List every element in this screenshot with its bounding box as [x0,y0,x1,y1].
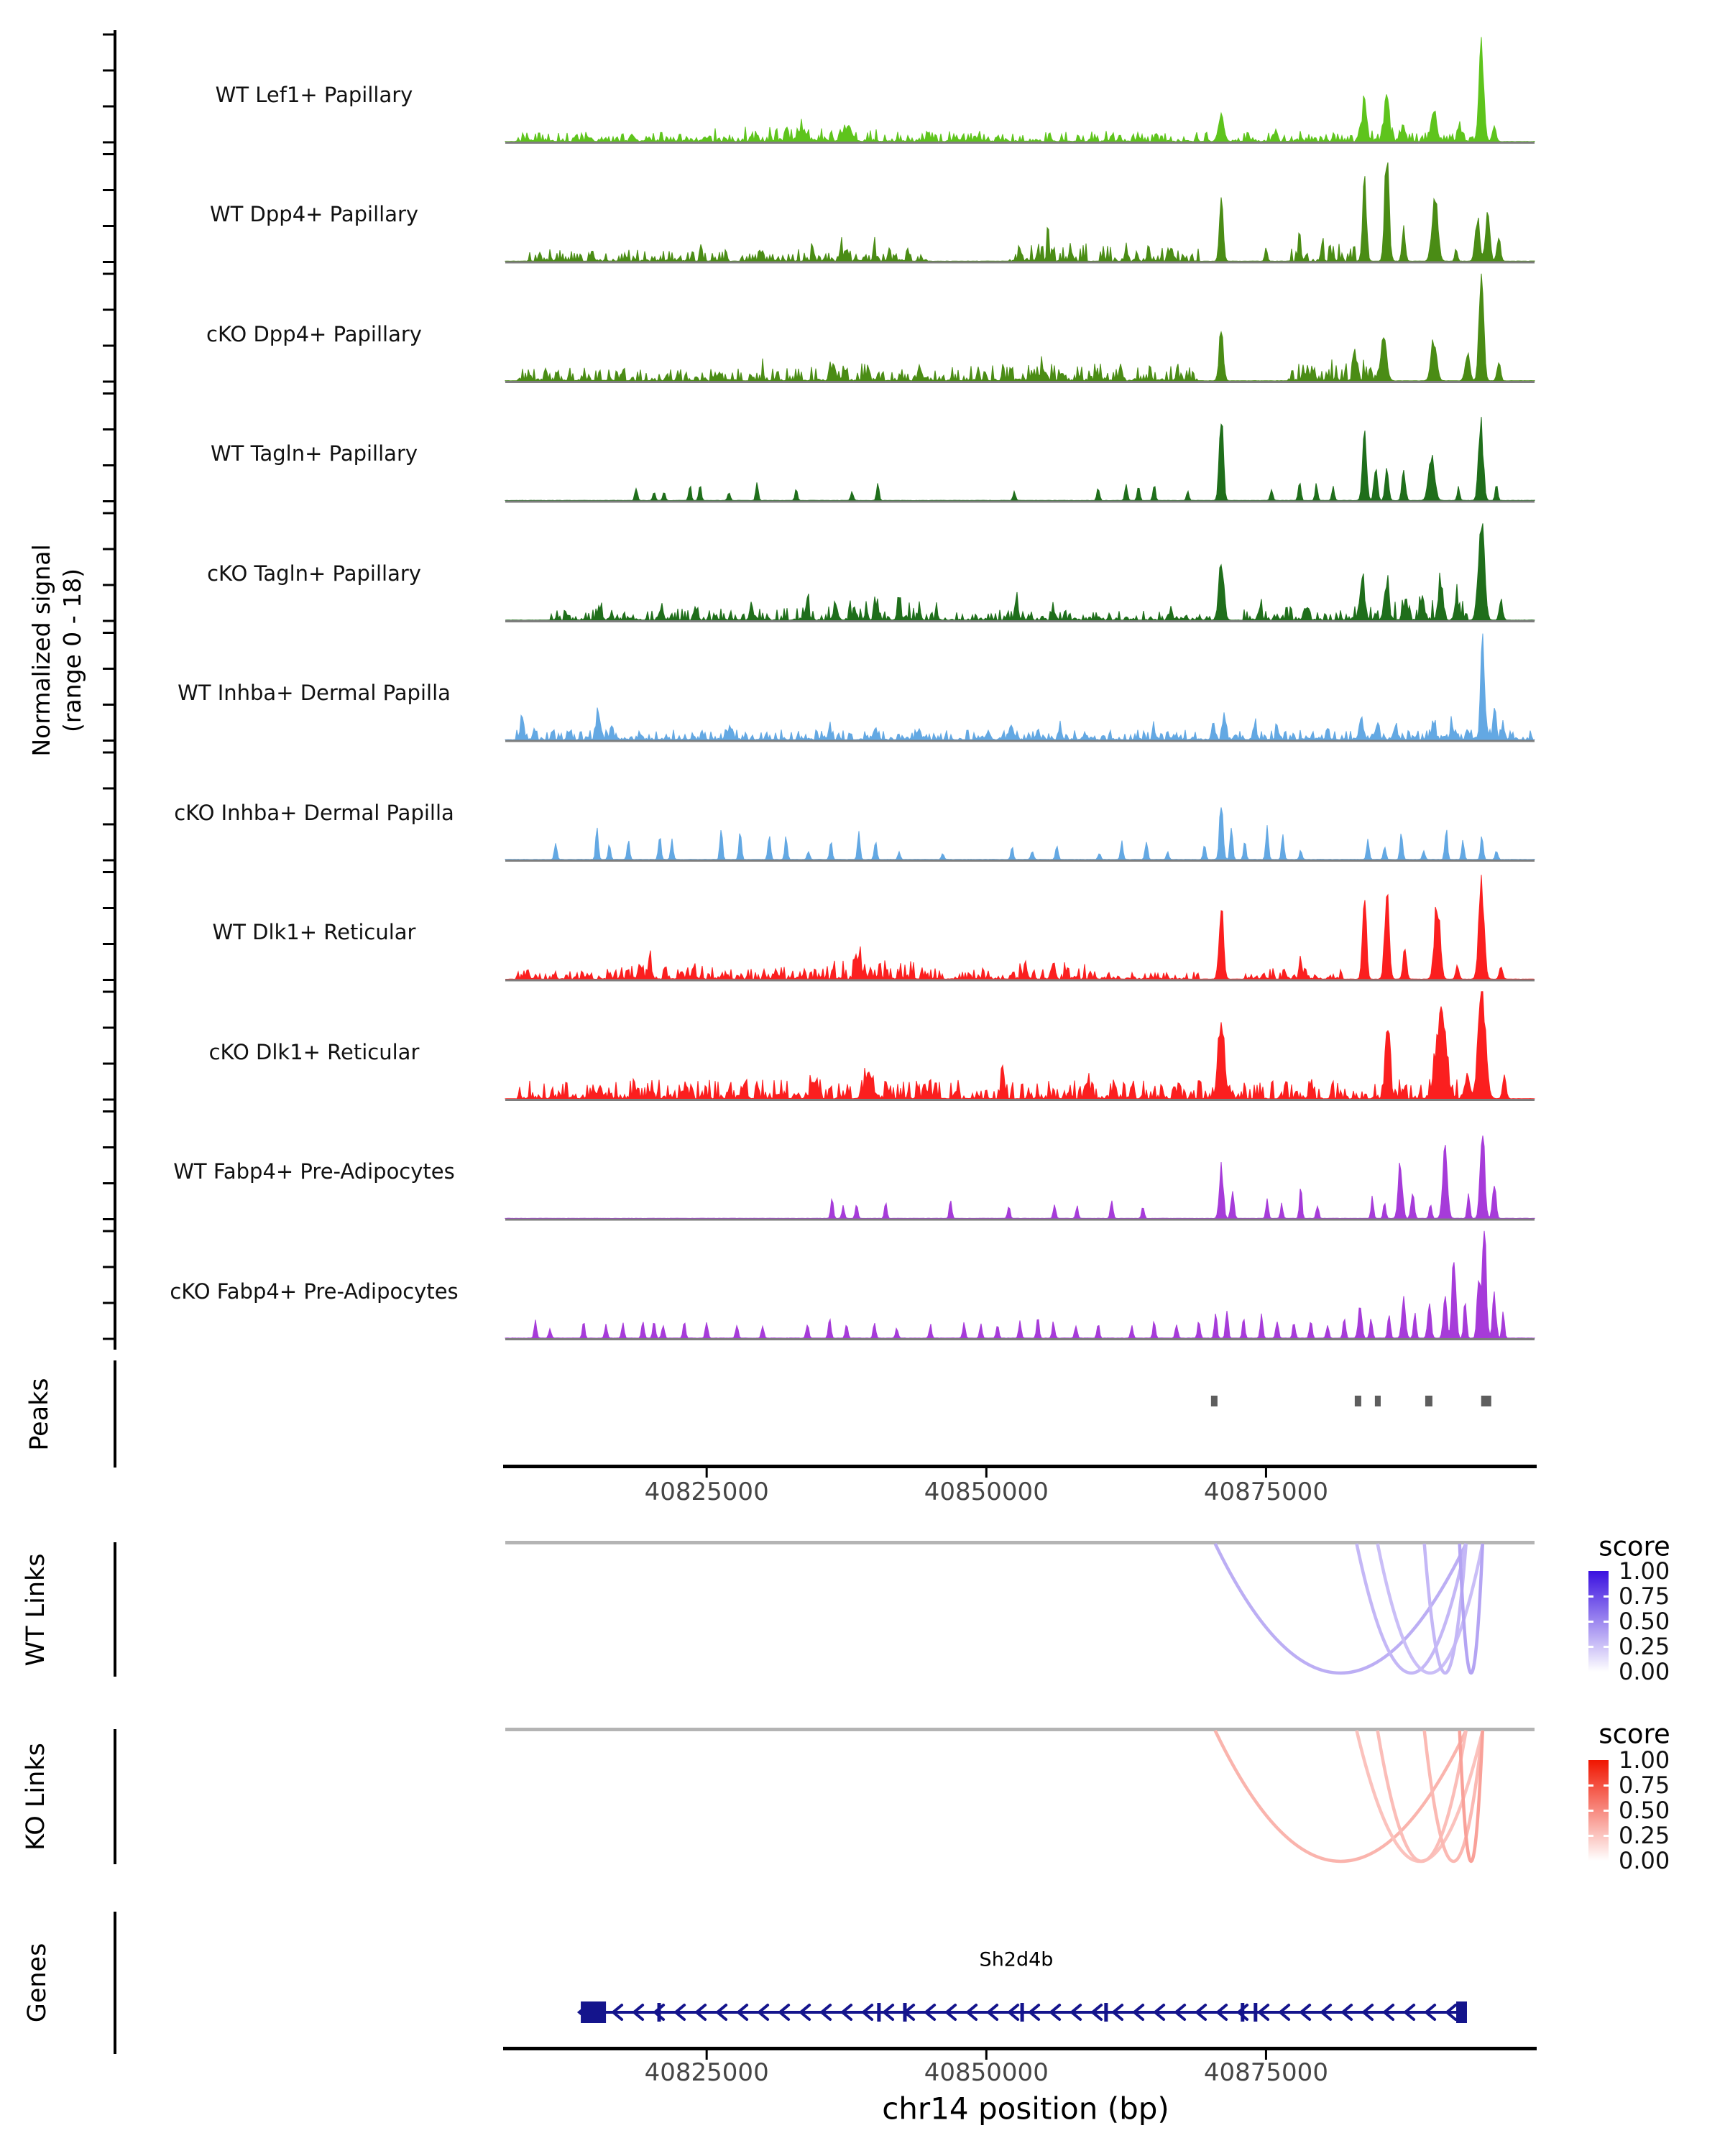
legend-colorbar-notch [1604,1646,1609,1648]
signal-track-area [505,634,1535,740]
gene-exon-tick [658,2003,661,2022]
y-axis-tick [103,1027,114,1029]
y-axis-tick [103,1230,114,1233]
y-axis-tick [103,345,114,347]
signal-track-area [505,162,1535,261]
signal-track-baseline [505,980,1535,982]
signal-track-baseline [505,381,1535,383]
link-arc [1215,1544,1466,1673]
gene-exon-tick [903,2003,906,2022]
y-axis-tick [103,273,114,275]
signal-track-baseline [505,860,1535,862]
section-label-wt-links: WT Links [22,1553,50,1667]
section-label-peaks: Peaks [25,1378,54,1451]
track-label-wt-fabp4: WT Fabp4+ Pre-Adipocytes [173,1159,455,1184]
ko-legend-tick-025: 0.25 [1619,1822,1670,1849]
genes-section-axis [114,1912,116,2054]
signal-track-area [505,523,1535,620]
track-label-wt-dlk1: WT Dlk1+ Reticular [212,920,416,944]
y-axis-tick [103,261,114,263]
x-axis-line [503,2047,1537,2050]
wt-links-legend-colorbar [1588,1571,1609,1672]
y-axis-tick [103,584,114,586]
gene-exon-tick [877,2003,880,2022]
gene-exon-tick [1254,2003,1257,2022]
y-axis-tick [103,1146,114,1148]
y-axis-tick [103,142,114,144]
y-axis-tick [103,991,114,993]
wt-legend-tick-075: 0.75 [1619,1583,1670,1610]
gene-name-label: Sh2d4b [979,1948,1054,1971]
links-top-line [505,1728,1535,1731]
links-section-axis [114,1729,116,1864]
wt-legend-tick-000: 0.00 [1619,1658,1670,1685]
y-axis-tick [103,512,114,515]
peak-interval-mark [1375,1396,1381,1406]
y-axis-tick [103,500,114,502]
gene-exon-tick [1104,2003,1108,2022]
y-axis-tick [103,668,114,670]
y-axis-tick [103,34,114,36]
signal-track-baseline [505,740,1535,742]
y-axis-tick [103,1266,114,1268]
y-axis-tick [103,860,114,862]
x-tick-label: 40850000 [924,2058,1049,2087]
wt-legend-tick-050: 0.50 [1619,1608,1670,1635]
signal-track-baseline [505,620,1535,622]
y-axis-tick [103,632,114,634]
y-axis-tick [103,309,114,311]
section-label-ko-links: KO Links [22,1743,50,1851]
y-axis-tick [103,620,114,622]
link-arc [1215,1731,1466,1861]
signal-track-baseline [505,501,1535,503]
signal-track-baseline [505,262,1535,264]
signal-track-area [505,274,1535,381]
legend-colorbar-notch [1588,1621,1593,1623]
signal-track-baseline [505,1338,1535,1340]
y-axis-tick [103,1063,114,1065]
ko-links-legend-colorbar [1588,1760,1609,1861]
legend-colorbar-notch [1604,1835,1609,1837]
legend-colorbar-notch [1604,1810,1609,1812]
ko-legend-tick-075: 0.75 [1619,1772,1670,1799]
peak-interval-mark [1425,1396,1432,1406]
y-axis-tick [103,70,114,72]
track-label-cko-dpp4: cKO Dpp4+ Papillary [206,322,422,346]
signal-track-area [505,37,1535,142]
x-tick-label: 40825000 [644,1478,769,1506]
y-axis-tick [103,106,114,108]
y-axis-tick [103,1099,114,1101]
track-label-cko-tagln: cKO Tagln+ Papillary [207,561,421,586]
y-axis-tick [103,788,114,790]
signal-track-area [505,417,1535,500]
y-axis-tick [103,824,114,826]
ko-links-legend-title: score [1598,1718,1670,1750]
track-label-wt-lef1: WT Lef1+ Papillary [215,83,413,107]
x-tick-label: 40875000 [1203,1478,1328,1506]
x-axis-line [503,1465,1537,1468]
track-label-wt-dpp4: WT Dpp4+ Papillary [209,202,419,226]
x-tick-label: 40875000 [1203,2058,1328,2087]
wt-legend-tick-025: 0.25 [1619,1633,1670,1660]
signal-track-area [505,1231,1535,1338]
y-axis-tick [103,1110,114,1112]
ko-legend-tick-000: 0.00 [1619,1847,1670,1874]
peak-interval-mark [1481,1396,1491,1406]
x-axis-title: chr14 position (bp) [882,2091,1169,2127]
section-label-genes: Genes [23,1943,52,2023]
signal-y-axis-line [114,30,116,1350]
gene-exon-tick [1021,2003,1024,2022]
y-axis-tick [103,979,114,981]
legend-colorbar-notch [1604,1784,1609,1787]
legend-colorbar-notch [1588,1810,1593,1812]
signal-track-area [505,808,1535,860]
track-label-cko-dlk1: cKO Dlk1+ Reticular [208,1040,420,1064]
x-tick-label: 40850000 [924,1478,1049,1506]
y-axis-tick [103,740,114,742]
legend-colorbar-notch [1588,1835,1593,1837]
legend-colorbar-notch [1604,1621,1609,1623]
peak-interval-mark [1211,1396,1218,1406]
x-tick-label: 40825000 [644,2058,769,2087]
y-axis-tick [103,871,114,873]
peaks-section-axis [114,1360,116,1468]
y-axis-tick [103,464,114,466]
track-label-wt-tagln: WT Tagln+ Papillary [210,441,418,466]
signal-track-area [505,992,1535,1099]
signal-track-area [505,1135,1535,1218]
y-axis-tick [103,548,114,550]
y-axis-tick [103,225,114,227]
y-axis-tick [103,704,114,706]
y-axis-tick [103,1338,114,1340]
signal-track-baseline [505,1219,1535,1221]
ko-legend-tick-050: 0.50 [1619,1797,1670,1824]
y-axis-label [27,544,88,756]
track-label-wt-inhba: WT Inhba+ Dermal Papilla [178,681,451,705]
x-axis-tick [985,1468,988,1478]
ko-legend-tick-100: 1.00 [1619,1746,1670,1774]
wt-links-legend-title: score [1598,1531,1670,1562]
gene-exon-tick [1241,2003,1244,2022]
y-axis-tick [103,381,114,383]
y-axis-tick [103,392,114,395]
gene-utr-exon-box [581,2001,606,2023]
y-axis-tick [103,1218,114,1220]
y-axis-tick [103,189,114,191]
legend-colorbar-notch [1604,1595,1609,1598]
signal-track-baseline [505,142,1535,144]
track-label-cko-fabp4: cKO Fabp4+ Pre-Adipocytes [170,1279,459,1304]
y-axis-tick [103,752,114,754]
y-axis-tick [103,153,114,155]
signal-track-baseline [505,1099,1535,1101]
track-label-cko-inhba: cKO Inhba+ Dermal Papilla [174,801,454,825]
y-axis-tick [103,907,114,909]
legend-colorbar-notch [1588,1595,1593,1598]
y-axis-tick [103,1182,114,1184]
gene-tss-exon-box [1456,2001,1467,2023]
legend-colorbar-notch [1588,1646,1593,1648]
links-section-axis [114,1542,116,1677]
peak-interval-mark [1355,1396,1361,1406]
x-axis-tick [1265,1468,1267,1478]
x-axis-tick [706,1468,708,1478]
y-axis-tick [103,428,114,430]
legend-colorbar-notch [1588,1784,1593,1787]
signal-track-area [505,875,1535,979]
y-axis-tick [103,943,114,945]
y-axis-label-line2: (range 0 - 18) [58,568,86,733]
links-top-line [505,1541,1535,1544]
wt-legend-tick-100: 1.00 [1619,1557,1670,1585]
y-axis-label-line1: Normalized signal [27,544,56,757]
y-axis-tick [103,1302,114,1304]
